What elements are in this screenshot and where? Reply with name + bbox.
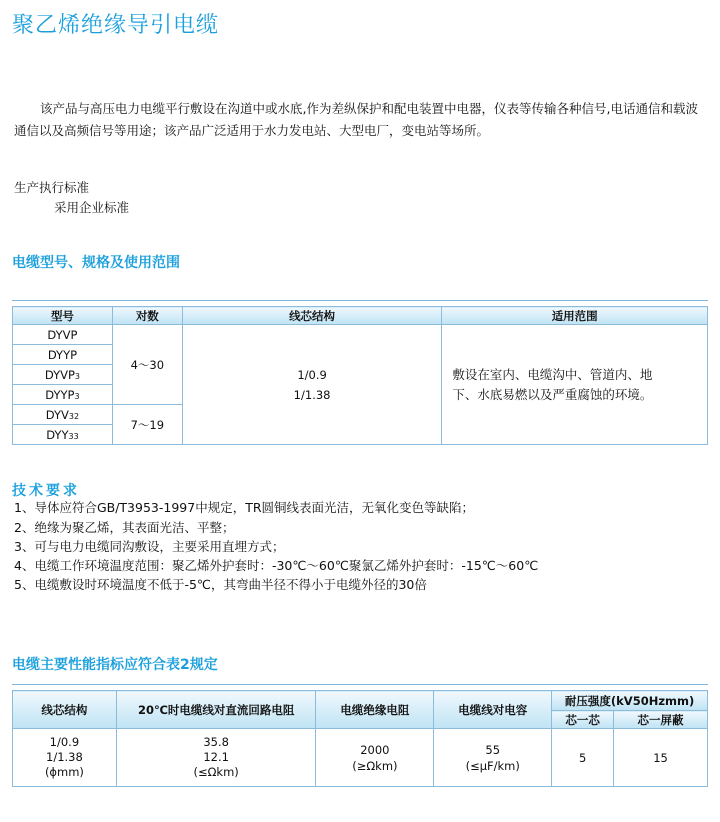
pairs-cell: 4～30: [112, 325, 182, 405]
header-core-shield: 芯一屏蔽: [614, 711, 708, 729]
header-core: 线芯结构: [182, 307, 442, 325]
model-cell: DYYP: [13, 345, 113, 365]
model-cell: DYYP3: [13, 385, 113, 405]
requirement-item: 5、电缆敷设时环境温度不低于-5℃，其弯曲半径不得小于电缆外径的30倍: [14, 577, 427, 592]
requirement-item: 2、绝缘为聚乙烯，其表面光洁、平整；: [14, 520, 235, 535]
header-capacitance: 电缆线对电容: [434, 691, 552, 729]
scope-line: 敷设在室内、电缆沟中、管道内、地: [452, 366, 653, 382]
core-value: 1/0.9: [297, 367, 327, 382]
section-divider: [12, 300, 708, 301]
resistance-cell: 35.8 12.1 (≤Ωkm): [116, 729, 316, 787]
model-cell: DYY33: [13, 425, 113, 445]
core-cell: [182, 325, 442, 445]
model-cell: DYVP3: [13, 365, 113, 385]
requirement-item: 4、电缆工作环境温度范围：聚乙烯外护套时：-30℃～60℃聚氯乙烯外护套时：-15℃～60℃: [14, 558, 539, 573]
core-value: 1/1.38: [293, 387, 331, 402]
header-scope: 适用范围: [442, 307, 708, 325]
model-spec-table: [12, 306, 708, 445]
header-resistance: 20℃时电缆线对直流回路电阻: [116, 691, 316, 729]
header-voltage: 耐压强度(kV50Hzmm): [552, 691, 708, 711]
section-heading-performance: 电缆主要性能指标应符合表2规定: [12, 657, 218, 673]
header-model: 型号: [13, 307, 113, 325]
requirement-item: 1、导体应符合GB/T3953-1997中规定，TR圆铜线表面光洁，无氧化变色等缺陷；: [14, 500, 475, 515]
header-core-structure: 线芯结构: [13, 691, 117, 729]
section-heading-models: 电缆型号、规格及使用范围: [12, 255, 180, 271]
section-divider: [12, 684, 708, 685]
intro-paragraph: 该产品与高压电力电缆平行敷设在沟道中或水底,作为差纵保护和配电装置中电器，仪表等传输各种信号,电话通信和载波通信以及高频信号等用途；该产品广泛适用于水力发电站、大型电厂，变电站等场所。: [14, 101, 698, 138]
section-heading-requirements: 技术要求: [12, 483, 80, 499]
model-cell: DYVP: [13, 325, 113, 345]
scope-line: 下、水底易燃以及严重腐蚀的环境。: [452, 386, 653, 402]
core-shield-cell: 15: [614, 729, 708, 787]
core-structure-cell: 1/0.9 1/1.38 (ϕmm): [13, 729, 117, 787]
model-cell: DYV32: [13, 405, 113, 425]
performance-table: [12, 690, 708, 787]
capacitance-cell: 55 (≤μF/km): [434, 729, 552, 787]
header-insulation: 电缆绝缘电阻: [316, 691, 434, 729]
core-core-cell: 5: [552, 729, 614, 787]
pairs-cell: 7～19: [112, 405, 182, 445]
requirement-item: 3、可与电力电缆同沟敷设，主要采用直埋方式；: [14, 539, 285, 554]
header-pairs: 对数: [112, 307, 182, 325]
page-title: 聚乙烯绝缘导引电缆: [12, 13, 220, 38]
standard-heading: 生产执行标准: [14, 180, 90, 195]
header-core-core: 芯一芯: [552, 711, 614, 729]
scope-cell: [442, 325, 708, 445]
insulation-cell: 2000 (≥Ωkm): [316, 729, 434, 787]
standard-value: 采用企业标准: [54, 200, 130, 215]
